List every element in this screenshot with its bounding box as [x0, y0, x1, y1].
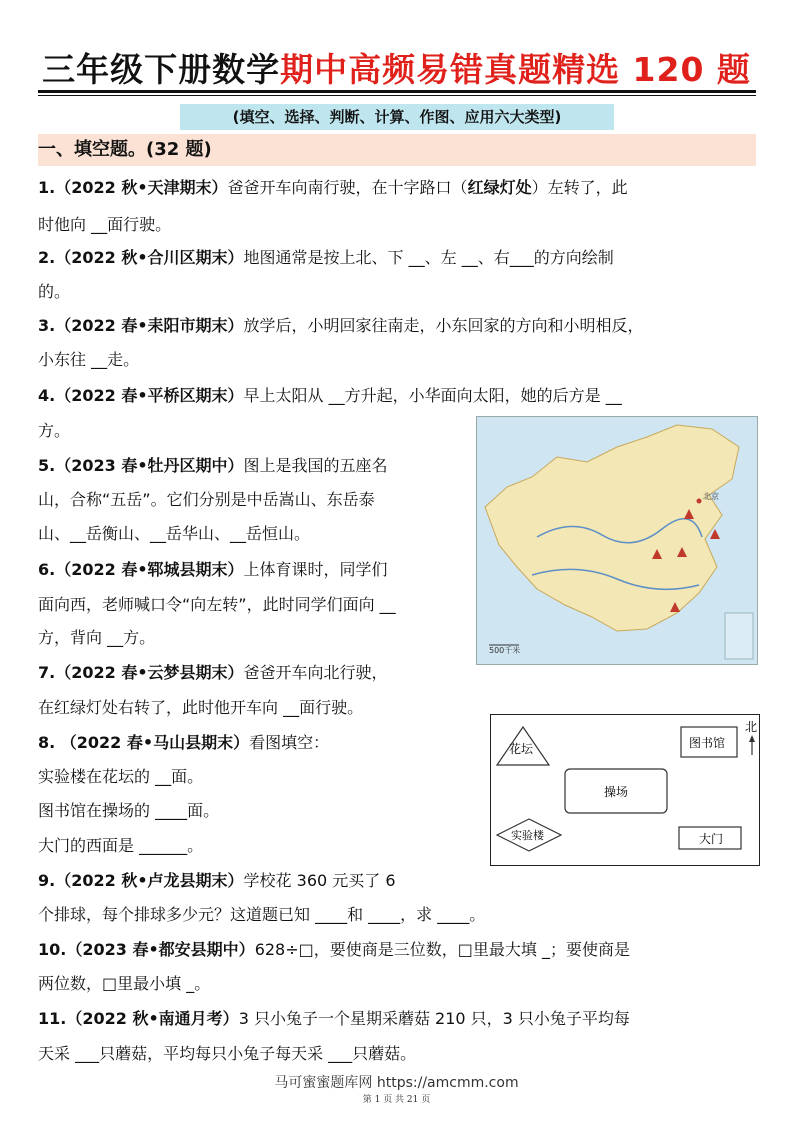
question-line — [38, 628, 155, 648]
question-text: 山，合称“五岳”。它们分别是中岳嵩山、东岳泰 — [38, 490, 375, 509]
question-source: 7.（2022 春•云梦县期末） — [38, 663, 244, 682]
question-line — [38, 767, 203, 787]
north-arrow-head — [749, 735, 755, 742]
question-source: 1.（2022 秋•天津期末） — [38, 178, 228, 197]
question-line — [38, 663, 388, 683]
question-line — [38, 595, 396, 615]
gate-label: 大门 — [699, 832, 724, 846]
title-rule-thin — [38, 95, 756, 96]
question-source: 3.（2022 春•耒阳市期末） — [38, 316, 244, 335]
question-source: 4.（2022 春•平桥区期末） — [38, 386, 244, 405]
question-line — [38, 733, 329, 753]
question-line — [38, 316, 644, 336]
question-text: 图书馆在操场的 ____面。 — [38, 801, 220, 820]
question-line — [38, 871, 396, 891]
question-text: 实验楼在花坛的 __面。 — [38, 767, 204, 786]
section-heading: 一、填空题。(32 题) — [38, 134, 756, 166]
china-territory — [485, 425, 739, 631]
question-text-rest: ）左转了，此 — [531, 178, 628, 197]
question-text: 爸爸开车向南行驶，在十字路口（ — [227, 178, 468, 197]
question-line — [38, 1044, 416, 1064]
question-text: 方，背向 __方。 — [38, 628, 156, 647]
title-black: 三年级下册数学 — [42, 50, 281, 89]
question-text: 的。 — [38, 282, 71, 301]
question-text: 时他向 __面行驶。 — [38, 215, 172, 234]
flowerbed-label: 花坛 — [509, 742, 534, 756]
question-text: 学校花 360 元买了 6 — [243, 871, 396, 890]
question-source: 2.（2022 秋•合川区期末） — [38, 248, 244, 267]
question-text: 个排球，每个排球多少元？这道题已知 ____和 ____，求 ____。 — [38, 905, 486, 924]
question-text: 面向西，老师喊口令“向左转”，此时同学们面向 __ — [38, 595, 396, 614]
question-line — [38, 974, 210, 994]
question-text: 在红绿灯处右转了，此时他开车向 __面行驶。 — [38, 698, 364, 717]
question-text: 628÷□，要使商是三位数，□里最大填 _；要使商是 — [254, 940, 630, 959]
china-map-svg — [477, 417, 757, 664]
map-scale-label: 500千米 — [489, 646, 521, 655]
question-source: 5.（2023 春•牡丹区期中） — [38, 456, 244, 475]
question-line — [38, 1009, 630, 1029]
lab-label: 实验楼 — [511, 829, 544, 842]
question-line — [38, 282, 70, 302]
south-sea-inset — [725, 613, 753, 659]
question-line — [38, 248, 614, 268]
title-rule-thick — [38, 90, 756, 93]
question-text: 早上太阳从 __方升起，小华面向太阳，她的后方是 __ — [243, 386, 622, 405]
footer-page-number: 第 1 页 共 21 页 — [362, 1095, 431, 1105]
beijing-label: 北京 — [703, 492, 719, 501]
question-line — [38, 801, 219, 821]
campus-diagram-svg — [491, 715, 759, 865]
campus-diagram — [490, 714, 760, 866]
question-source: 8. （2022 春•马山县期末） — [38, 733, 250, 752]
question-text: 大门的西面是 ______。 — [38, 836, 204, 855]
north-label: 北 — [745, 720, 758, 734]
playground-label: 操场 — [604, 785, 629, 799]
page-title — [0, 44, 793, 91]
question-line — [38, 456, 388, 476]
question-line — [38, 215, 171, 235]
question-line — [38, 490, 375, 510]
question-text: 天采 ___只蘑菇，平均每只小兔子每天采 ___只蘑菇。 — [38, 1044, 417, 1063]
library-label: 图书馆 — [689, 736, 726, 750]
china-map — [476, 416, 758, 665]
subtitle: (填空、选择、判断、计算、作图、应用六大类型) — [180, 104, 614, 130]
question-text: 小东往 __走。 — [38, 350, 140, 369]
question-text: 地图通常是按上北、下 __、左 __、右___的方向绘制 — [243, 248, 614, 267]
question-text: 爸爸开车向北行驶， — [243, 663, 388, 682]
question-line — [38, 940, 630, 960]
footer-site: 马可蜜蜜题库网 https://amcmm.com — [274, 1075, 519, 1091]
beijing-dot — [697, 499, 702, 504]
question-line — [38, 905, 485, 925]
question-text: 3 只小兔子一个星期采蘑菇 210 只，3 只小兔子平均每 — [238, 1009, 630, 1028]
question-line — [38, 421, 70, 441]
question-line — [38, 560, 388, 580]
question-source: 6.（2022 春•郓城县期末） — [38, 560, 244, 579]
question-line — [38, 524, 310, 544]
question-text-bold: 红绿灯处 — [467, 178, 532, 197]
question-source: 9.（2022 秋•卢龙县期末） — [38, 871, 244, 890]
question-text: 方。 — [38, 421, 71, 440]
question-line — [38, 178, 628, 198]
question-line — [38, 698, 363, 718]
question-source: 10.（2023 春•都安县期中） — [38, 940, 255, 959]
question-text: 看图填空： — [249, 733, 330, 752]
question-source: 11.（2022 秋•南通月考） — [38, 1009, 239, 1028]
question-line — [38, 350, 139, 370]
question-text: 山、__岳衡山、__岳华山、__岳恒山。 — [38, 524, 311, 543]
question-line — [38, 836, 203, 856]
question-text: 放学后，小明回家往南走，小东回家的方向和小明相反， — [243, 316, 644, 335]
question-text: 上体育课时，同学们 — [243, 560, 388, 579]
question-text: 两位数，□里最小填 _。 — [38, 974, 211, 993]
title-red: 期中高频易错真题精选 120 题 — [280, 50, 751, 89]
question-text: 图上是我国的五座名 — [243, 456, 388, 475]
question-line — [38, 386, 622, 406]
